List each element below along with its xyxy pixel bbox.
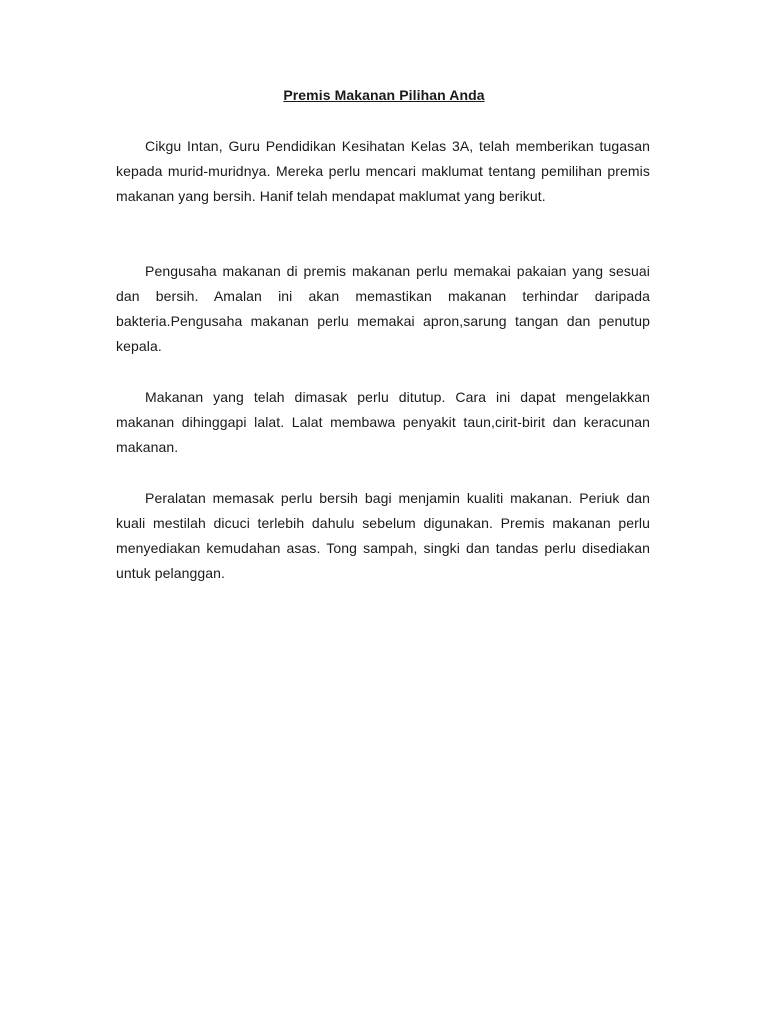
paragraph-clean-equipment: Peralatan memasak perlu bersih bagi menjamin kualiti makanan. Periuk dan kuali mestilah dicuci terlebih dahulu sebelum digunakan. Premis makanan perlu menyediakan kemudahan asas. Tong sampah, singki dan tandas perlu disediakan untuk pelanggan. [116,490,650,581]
paragraph-covered-food: Makanan yang telah dimasak perlu ditutup. Cara ini dapat mengelakkan makanan dihinggapi lalat. Lalat membawa penyakit taun,cirit-birit dan keracunan makanan. [116,389,650,455]
paragraph-intro: Cikgu Intan, Guru Pendidikan Kesihatan Kelas 3A, telah memberikan tugasan kepada murid-muridnya. Mereka perlu mencari maklumat tentang pemilihan premis makanan yang bersih. Hanif telah mendapat maklumat yang berikut. [116,138,650,204]
paragraph-attire: Pengusaha makanan di premis makanan perlu memakai pakaian yang sesuai dan bersih. Amalan ini akan memastikan makanan terhindar daripada bakteria.Pengusaha makanan perlu memakai apron,sarung tangan dan penutup kepala. [116,263,650,354]
document-title: Premis Makanan Pilihan Anda [283,87,485,103]
